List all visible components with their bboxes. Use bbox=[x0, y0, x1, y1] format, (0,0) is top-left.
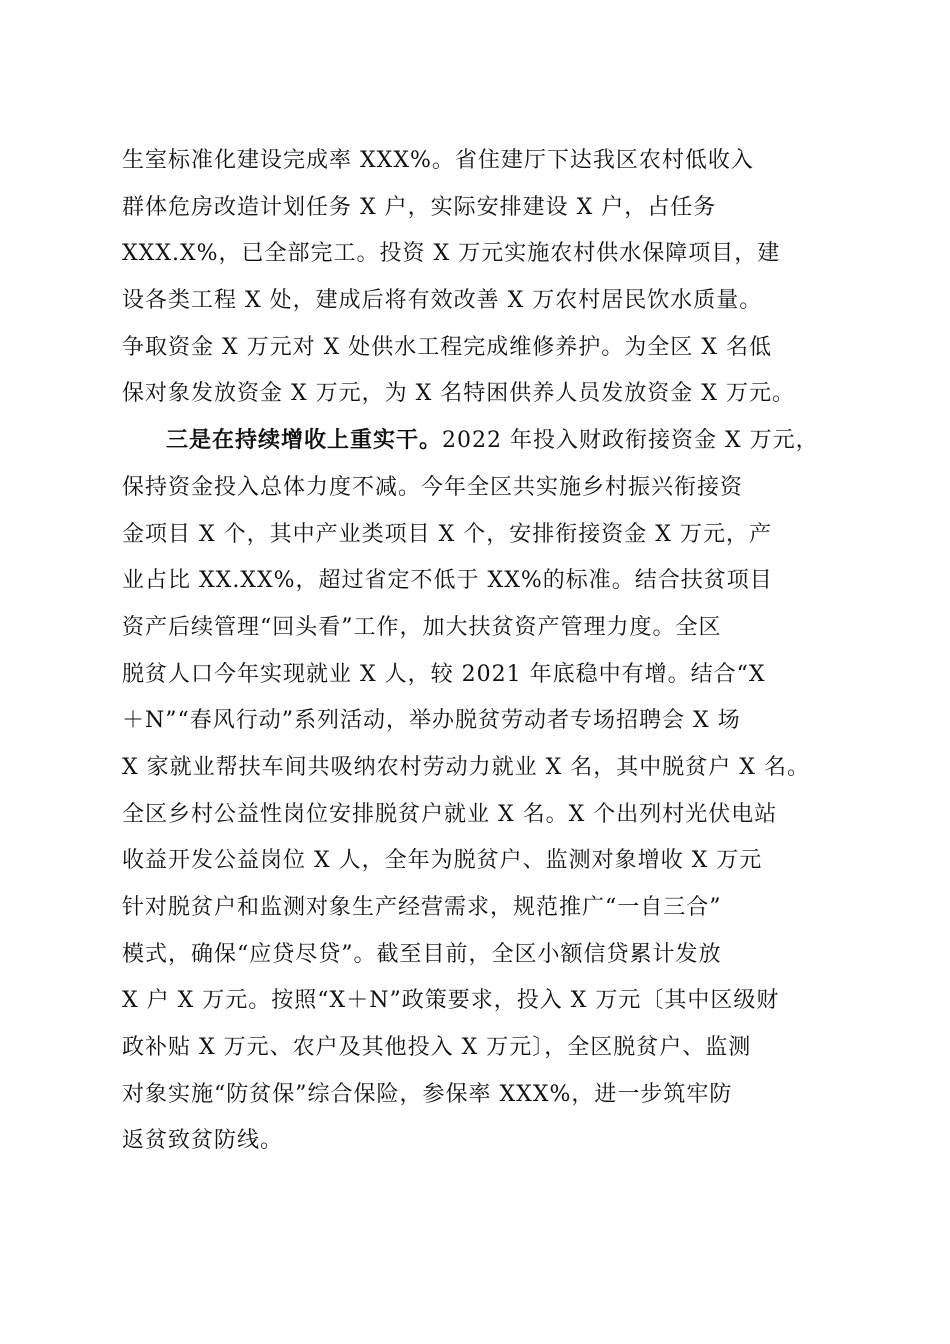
text-line: 模式，确保“应贷尽贷”。截至目前，全区小额信贷累计发放 bbox=[122, 941, 722, 967]
paragraph-first-line bbox=[122, 418, 832, 465]
document-body bbox=[122, 138, 832, 1165]
text-line: 返贫致贫防线。 bbox=[122, 1128, 284, 1154]
text-line: 业占比 XX.XX%，超过省定不低于 XX%的标准。结合扶贫项目 bbox=[122, 568, 773, 594]
paragraph-first-line-text: 2022 年投入财政衔接资金 X 万元， bbox=[442, 428, 819, 454]
text-line: 金项目 X 个，其中产业类项目 X 个，安排衔接资金 X 万元，产 bbox=[122, 521, 772, 547]
text-line: 生室标准化建设完成率 XXX%。省住建厅下达我区农村低收入 bbox=[122, 148, 754, 173]
text-line: X 户 X 万元。按照“X＋N”政策要求，投入 X 万元〔其中区级财 bbox=[122, 988, 780, 1014]
text-line: 对象实施“防贫保”综合保险，参保率 XXX%，进一步筑牢防 bbox=[122, 1081, 733, 1107]
text-line: X 家就业帮扶车间共吸纳农村劳动力就业 X 名，其中脱贫户 X 名。 bbox=[122, 754, 810, 780]
text-line: ＋N”“春风行动”系列活动，举办脱贫劳动者专场招聘会 X 场 bbox=[122, 708, 741, 734]
text-line: 保持资金投入总体力度不减。今年全区共实施乡村振兴衔接资 bbox=[122, 474, 744, 500]
text-line: 政补贴 X 万元、农户及其他投入 X 万元〕，全区脱贫户、监测 bbox=[122, 1035, 752, 1061]
text-line: 资产后续管理“回头看”工作，加大扶贫资产管理力度。全区 bbox=[122, 614, 722, 640]
text-line: XXX.X%，已全部完工。投资 X 万元实施农村供水保障项目，建 bbox=[122, 241, 781, 267]
text-line: 收益开发公益岗位 X 人，全年为脱贫户、监测对象增收 X 万元 bbox=[122, 848, 763, 874]
text-line: 保对象发放资金 X 万元，为 X 名特困供养人员发放资金 X 万元。 bbox=[122, 381, 795, 407]
text-line: 群体危房改造计划任务 X 户，实际安排建设 X 户，占任务 bbox=[122, 194, 717, 220]
text-line: 争取资金 X 万元对 X 处供水工程完成维修养护。为全区 X 名低 bbox=[122, 334, 772, 360]
text-line: 脱贫人口今年实现就业 X 人，较 2021 年底稳中有增。结合“X bbox=[122, 661, 766, 687]
text-line: 设各类工程 X 处，建成后将有效改善 X 万农村居民饮水质量。 bbox=[122, 288, 763, 314]
paragraph-heading: 三是在持续增收上重实干。 bbox=[166, 428, 443, 454]
text-line: 全区乡村公益性岗位安排脱贫户就业 X 名。X 个出列村光伏电站 bbox=[122, 801, 778, 827]
text-line: 针对脱贫户和监测对象生产经营需求，规范推广“一自三合” bbox=[122, 895, 722, 920]
